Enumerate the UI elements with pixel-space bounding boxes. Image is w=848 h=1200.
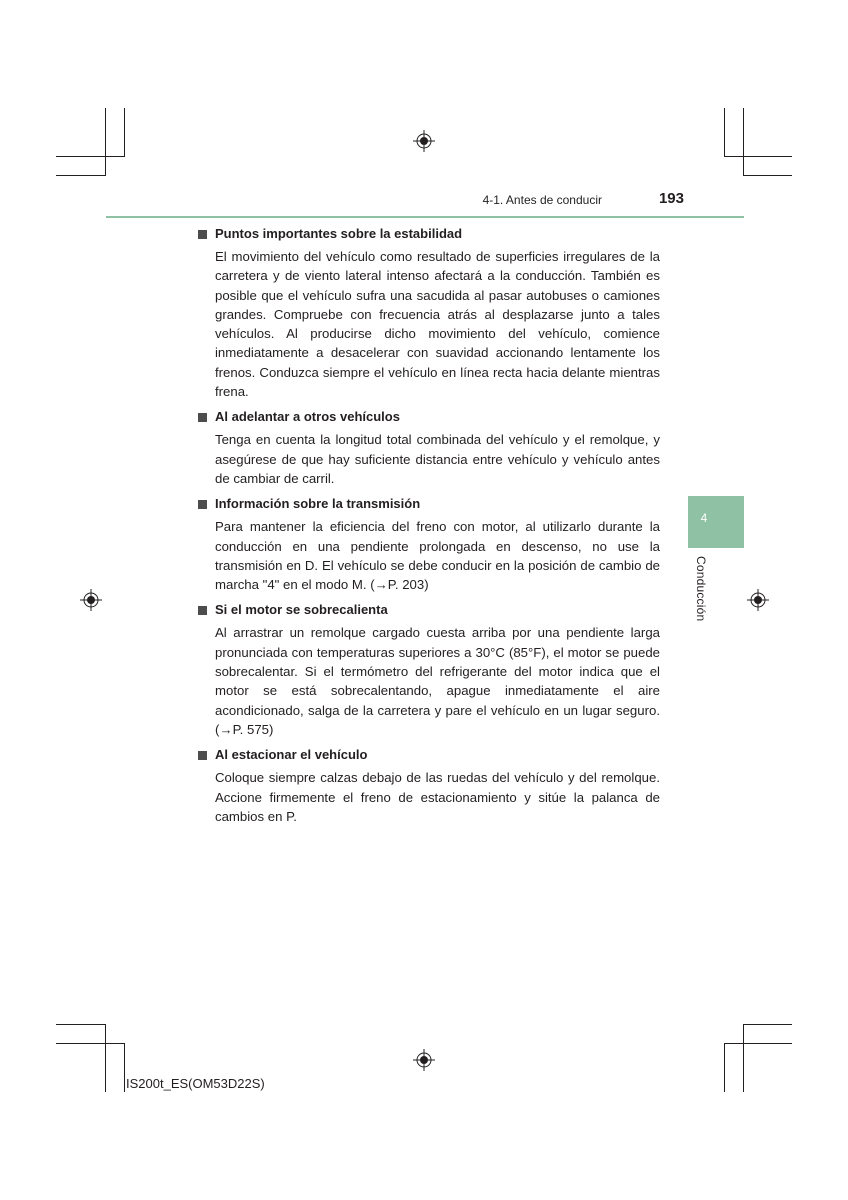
section-stability	[198, 224, 660, 401]
section-heading-text: Al estacionar el vehículo	[215, 747, 368, 763]
square-bullet-icon	[198, 413, 207, 422]
chapter-label: Conducción	[694, 556, 708, 622]
section-paragraph: Para mantener la eficiencia del freno con motor, al utilizarlo durante la conducción en una pendiente prolongada en descenso, no use la transmisión en D. El vehículo se debe conducir en la posición de cambio de marcha "4" en el modo M. (→P. 203)	[215, 519, 660, 593]
document-code: IS200t_ES(OM53D22S)	[126, 1076, 265, 1091]
chapter-tab	[688, 496, 744, 548]
section-heading-text: Información sobre la transmisión	[215, 496, 421, 512]
section-overheating	[198, 600, 660, 739]
section-parking	[198, 745, 660, 826]
square-bullet-icon	[198, 500, 207, 509]
crop-mark	[743, 1024, 792, 1025]
crop-mark	[56, 1024, 106, 1025]
section-heading-text: Puntos importantes sobre la estabilidad	[215, 226, 463, 241]
crop-mark	[743, 175, 792, 176]
section-heading	[198, 745, 660, 765]
crop-mark	[105, 1024, 106, 1092]
crop-mark	[56, 175, 106, 176]
section-heading	[198, 600, 660, 620]
crop-mark	[105, 108, 106, 175]
crop-mark	[124, 1043, 125, 1092]
crop-mark	[56, 156, 124, 157]
section-paragraph: Al arrastrar un remolque cargado cuesta arriba por una pendiente larga pronunciada con temperaturas superiores a 30°C (85°F), el motor se puede sobrecalentar. Si el termómetro del refrigerante del motor indica que el motor se está sobrecalentando, apague inmediatamente el aire acondicionado, salga de la carretera y pare el vehículo en un lugar seguro. (→P. 575)	[215, 625, 660, 737]
crop-mark	[724, 156, 792, 157]
crop-mark	[724, 108, 725, 157]
crop-mark	[743, 108, 744, 175]
registration-mark-icon	[413, 130, 435, 152]
section-heading-text: Si el motor se sobrecalienta	[215, 602, 388, 618]
section-paragraph: Tenga en cuenta la longitud total combinada del vehículo y el remolque, y asegúrese de que hay suficiente distancia entre vehículo y vehículo antes de cambiar de carril.	[215, 432, 660, 486]
section-transmission	[198, 494, 660, 594]
square-bullet-icon	[198, 230, 207, 239]
chapter-number: 4	[700, 511, 708, 525]
crop-mark	[743, 1024, 744, 1092]
section-heading	[198, 224, 660, 244]
section-heading	[198, 407, 660, 427]
section-heading-text: Al adelantar a otros vehículos	[215, 409, 400, 425]
running-head: 4-1. Antes de conducir	[482, 193, 602, 207]
page-number: 193	[658, 190, 684, 207]
registration-mark-icon	[747, 589, 769, 611]
crop-mark	[124, 108, 125, 157]
registration-mark-icon	[413, 1049, 435, 1071]
crop-mark	[56, 1043, 124, 1044]
crop-mark	[724, 1043, 792, 1044]
section-heading	[198, 494, 660, 514]
square-bullet-icon	[198, 606, 207, 615]
header-rule	[106, 216, 744, 218]
main-content	[198, 224, 660, 832]
crop-mark	[724, 1043, 725, 1092]
section-overtaking	[198, 407, 660, 488]
registration-mark-icon	[80, 589, 102, 611]
section-paragraph: Coloque siempre calzas debajo de las ruedas del vehículo y del remolque. Accione firmemente el freno de estacionamiento y sitúe la palanca de cambios en P.	[215, 770, 660, 824]
square-bullet-icon	[198, 751, 207, 760]
section-paragraph: El movimiento del vehículo como resultado de superficies irregulares de la carretera y de viento lateral intenso afectará a la conducción. También es posible que el vehículo sufra una sacudida al pasar autobuses o camiones grandes. Compruebe con frecuencia atrás al desplazarse junto a tales vehículos. Al producirse dicho movimiento del vehículo, comience inmediatamente a desacelerar con suavidad accionando lentamente los frenos. Conduzca siempre el vehículo en línea recta hacia delante mientras frena.	[215, 249, 660, 400]
